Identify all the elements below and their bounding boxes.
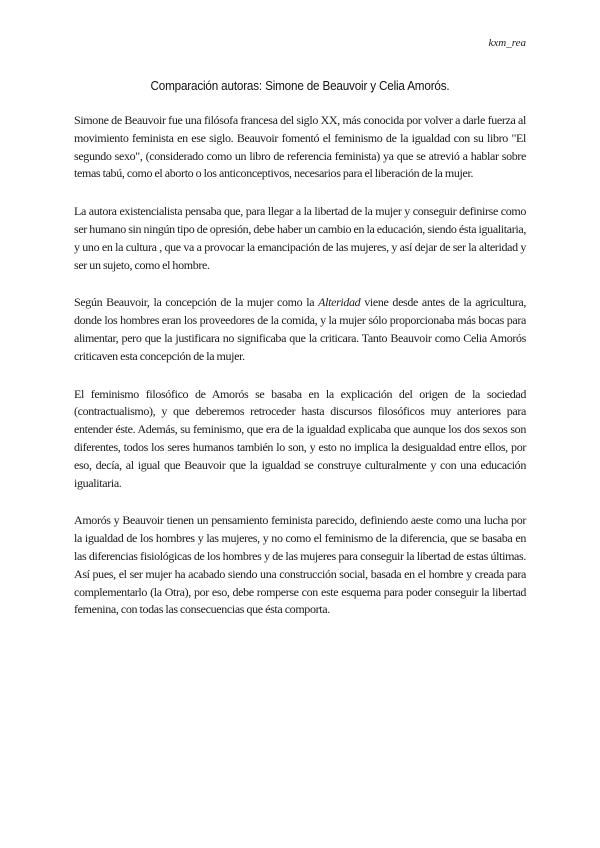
paragraph-3: [74, 294, 526, 365]
header-tag: kxm_rea: [488, 37, 526, 49]
paragraph-1: Simone de Beauvoir fue una filósofa francesa del siglo XX, más conocida por volver a darle fuerza al movimiento feminista en ese siglo. Beauvoir fomentó el feminismo de la igualdad con su libro "El segundo sexo", (considerado como un libro de referencia feminista) ya que se atrevió a hablar sobre temas tabú, como el aborto o los anticonceptivos, necesarios para el liberación de la mujer.: [74, 113, 526, 181]
paragraph-2: La autora existencialista pensaba que, para llegar a la libertad de la mujer y conseguir definirse como ser humano sin ningún tipo de opresión, debe haber un cambio en la educación, siendo ésta igualitaria, y uno en la cultura , que va a provocar la emancipación de las mujeres, y así dejar de ser la alteridad y ser un sujeto, como el hombre.: [74, 204, 526, 272]
document-title: Comparación autoras: Simone de Beauvoir y Celia Amorós.: [150, 78, 450, 93]
document-body: [74, 112, 526, 639]
paragraph-3-start: Según Beauvoir, la concepción de la mujer como la: [74, 295, 319, 310]
paragraph-3-emphasis: Alteridad: [318, 295, 361, 310]
paragraph-4: El feminismo filosófico de Amorós se basaba en la explicación del origen de la sociedad (contractualismo), y que deberemos retroceder hasta discursos filosóficos muy anteriores para entender éste. Además, su feminismo, que era de la igualdad explicaba que aunque los dos sexos son diferentes, todos los seres humanos también lo son, y esto no implica la desigualdad entre ellos, por eso, decía, al igual que Beauvoir que la igualdad se construye culturalmente y con una educación igualitaria.: [74, 386, 526, 490]
paragraph-5: Amorós y Beauvoir tienen un pensamiento feminista parecido, definiendo aeste como una lucha por la igualdad de los hombres y las mujeres, y no como el feminismo de la diferencia, que se basaba en las diferencias fisiológicas de los hombres y de las mujeres para conseguir la libertad de estas últimas. Así pues, el ser mujer ha acabado siendo una construcción social, basada en el hombre y creada para complementarlo (la Otra), por eso, debe romperse con este esquema para poder conseguir la libertad femenina, con todas las consecuencias que ésta comporta.: [74, 513, 526, 617]
paragraph-3-end: viene desde antes de la agricultura, donde los hombres eran los proveedores de la comida, y la mujer sólo proporcionaba más bocas para alimentar, pero que la justificara no significaba que la criticara. Tanto Beauvoir como Celia Amorós criticaven esta concepción de la mujer.: [74, 295, 526, 363]
